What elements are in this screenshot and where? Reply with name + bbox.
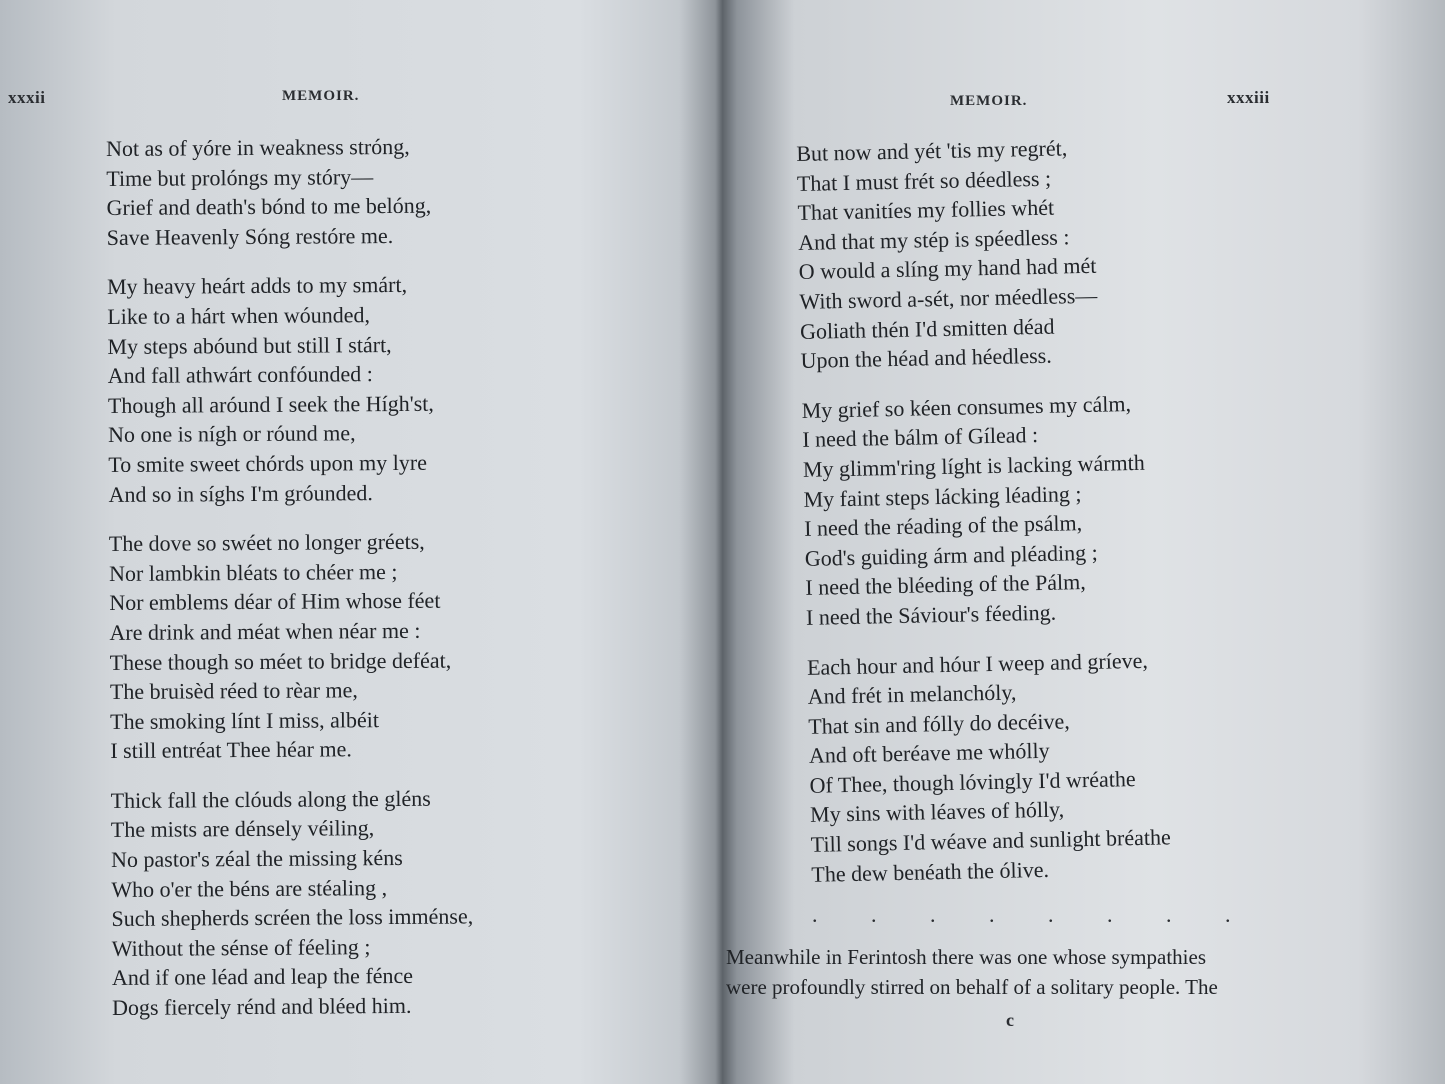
verse-line: No pastor's zéal the missing kéns [110,845,403,873]
verse-line: The dew benéath the ólive. [811,856,1050,887]
stanza [111,783,474,1022]
poem [106,131,474,1042]
verse-line: Of Thee, though lóvingly I'd wréathe [809,765,1136,798]
verse-line: And so in síghs I'm gróunded. [108,479,373,507]
right-page [660,0,1445,1084]
verse-line: Nor lambkin bléats to chéer me ; [108,558,398,586]
verse-line: I need the bléeding of the Pálm, [805,569,1087,601]
prose-line: Meanwhile in Ferintosh there was one whose sympathies [726,945,1206,969]
verse-line: I still entréat Thee héar me. [110,736,352,764]
verse-line: And oft beréave me whólly [808,738,1050,769]
left-page [0,0,655,1084]
stanza [109,527,472,766]
stanza [107,270,470,509]
verse-line: Time but prolóngs my stóry— [106,163,374,191]
verse-line: Though all aróund I seek the Hígh'st, [107,390,434,418]
prose-line: were profoundly stirred on behalf of a solitary people. The [726,975,1218,999]
verse-line: Each hour and hóur I weep and gríeve, [806,647,1149,680]
verse-line: Without the sénse of féeling ; [111,934,371,961]
verse-line: And fall athwárt confóunded : [107,361,373,389]
verse-line: God's guiding árm and pléading ; [804,539,1098,571]
verse-line: Dogs fiercely rénd and bléed him. [112,992,412,1021]
verse-line: Who o'er the béns are stéaling , [111,874,388,902]
verse-line: These though so méet to bridge deféat, [109,647,452,675]
stanza [801,388,1166,632]
verse-line: Nor emblems déar of Him whose féet [109,587,441,616]
verse-line: And that my stép is spéedless : [797,224,1070,255]
verse-line: Like to a hárt when wóunded, [107,302,371,329]
verse-line: And frét in melanchóly, [807,679,1017,709]
verse-line: No one is nígh or róund me, [108,420,356,448]
prose-paragraph [726,942,1336,1002]
stanza [807,645,1172,889]
verse-line: Such shepherds scréen the loss imménse, [111,903,474,932]
verse-line: That I must frét so déedless ; [796,165,1052,196]
verse-line: My grief so kéen consumes my cálm, [801,390,1132,423]
verse-line: Are drink and méat when néar me : [109,617,421,645]
verse-line: With sword a-sét, nor méedless— [799,282,1098,314]
stanza [796,131,1161,375]
verse-line: To smite sweet chórds upon my lyre [108,449,428,477]
running-head: MEMOIR. [950,93,1028,109]
verse-line: The dove so swéet no longer gréets, [108,528,425,557]
verse-line: But now and yét 'tis my regrét, [796,135,1068,166]
verse-line: I need the réading of the psálm, [803,510,1083,542]
verse-line: Grief and death's bónd to me belóng, [106,192,432,221]
verse-line: Goliath thén I'd smitten déad [799,313,1055,344]
verse-line: Thick fall the clóuds along the gléns [110,785,431,813]
stanza [106,131,469,252]
verse-line: That sin and fólly do decéive, [808,708,1070,739]
verse-line: My sins with léaves of hólly, [809,797,1065,828]
verse-line: My steps abóund but still I stárt, [107,331,392,359]
signature-mark: c [1006,1010,1014,1030]
page-number: xxxii [8,88,46,107]
verse-line: My faint steps lácking léading ; [803,480,1082,512]
verse-line: Upon the héad and héedless. [800,342,1052,374]
verse-line: O would a slíng my hand had mét [798,253,1097,285]
ellipsis-divider: . . . . . . . . [812,902,1255,927]
verse-line: Not as of yóre in weakness stróng, [106,133,410,161]
page-number: xxxiii [1227,88,1270,107]
verse-line: My heavy heárt adds to my smárt, [106,272,408,300]
verse-line: Till songs I'd wéave and sunlight bréathe [810,824,1171,857]
verse-line: And if one léad and leap the fénce [111,963,414,991]
verse-line: My glimm'ring líght is lacking wármth [802,449,1145,482]
running-head: MEMOIR. [282,88,360,104]
verse-line: The smoking línt I miss, albéit [110,706,380,734]
verse-line: Save Heavenly Sóng restóre me. [106,222,394,250]
verse-line: I need the Sáviour's féeding. [805,599,1057,630]
verse-line: I need the bálm of Gílead : [802,422,1039,453]
poem [796,131,1172,909]
verse-line: That vanitíes my follies whét [797,194,1055,226]
verse-line: The bruisèd réed to rèar me, [109,677,358,705]
verse-line: The mists are dénsely véiling, [110,815,375,843]
